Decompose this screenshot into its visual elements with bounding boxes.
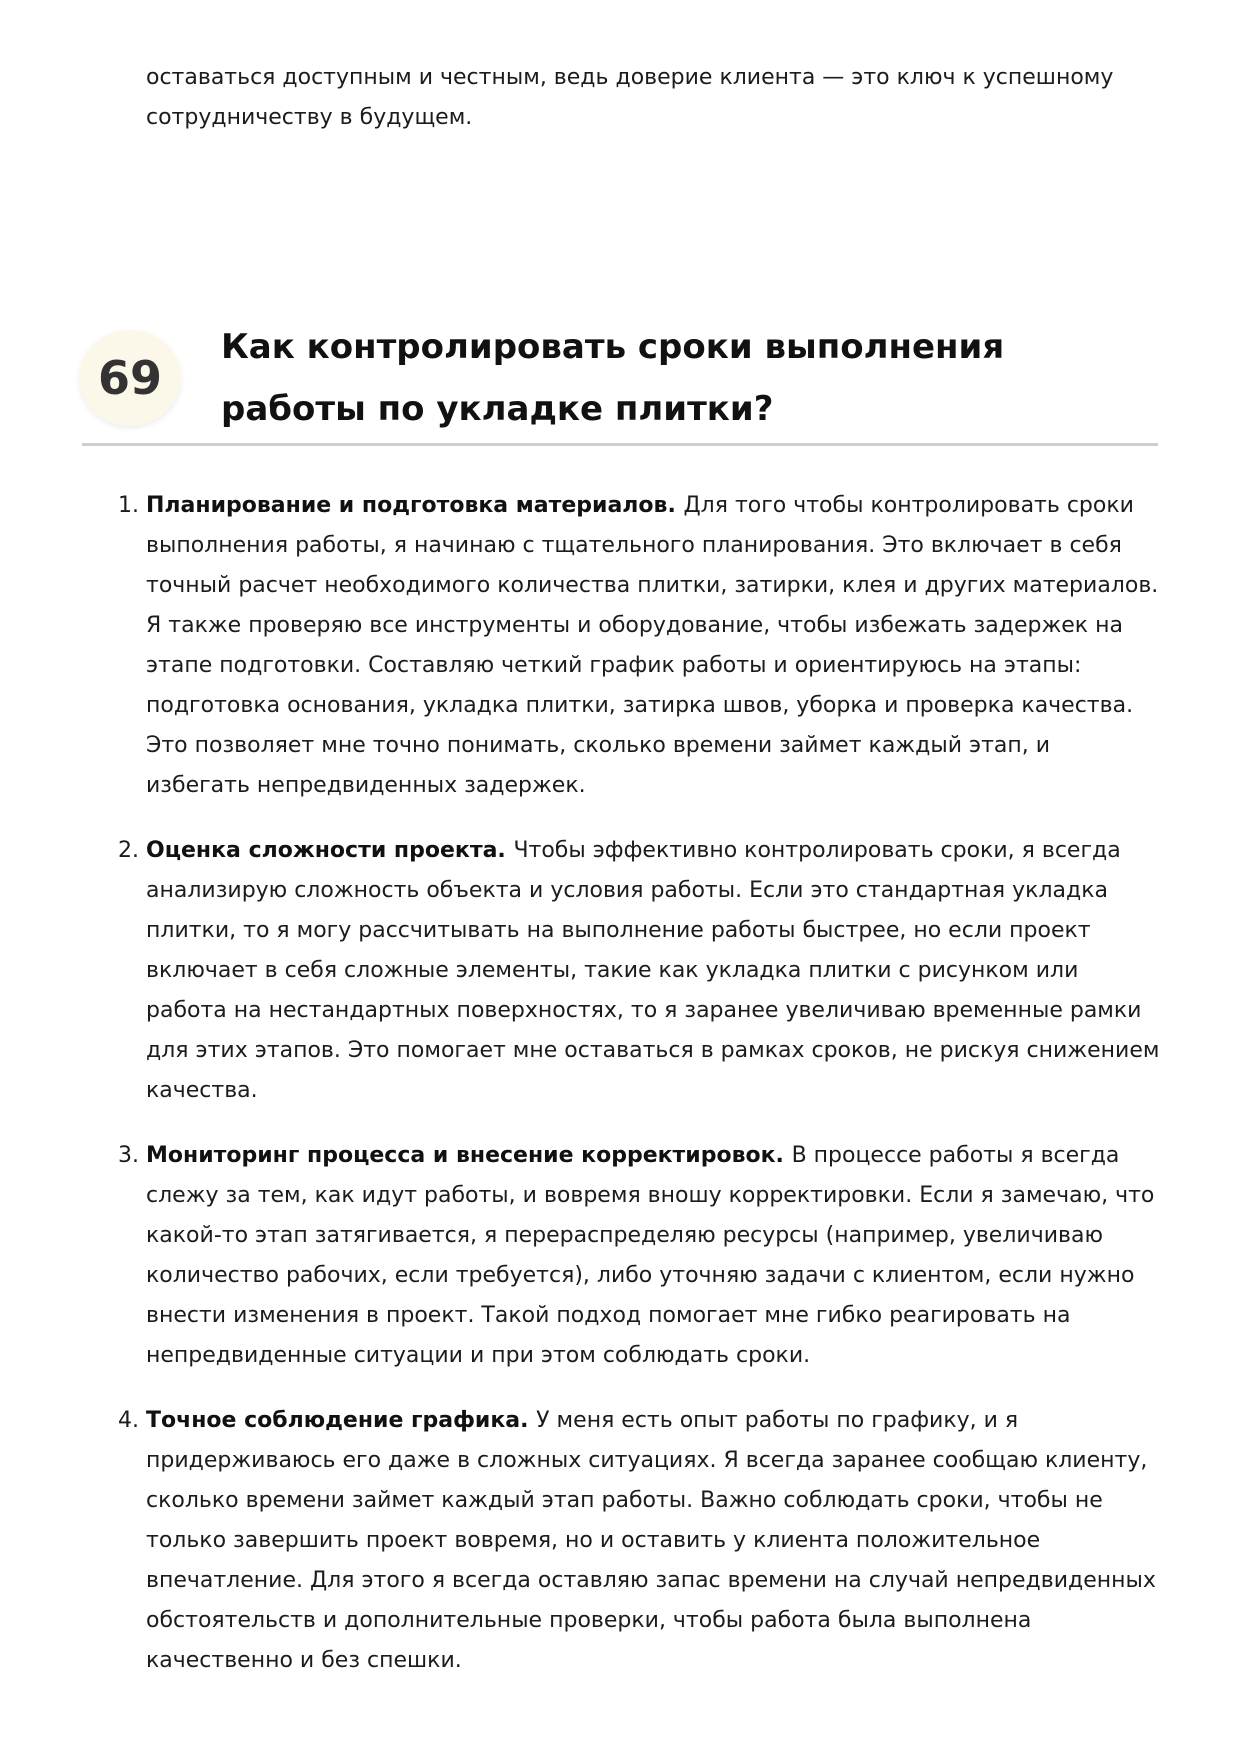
list-item [110, 486, 1160, 806]
item-number: 2. [118, 838, 139, 863]
item-title: Мониторинг процесса и внесение корректировок. [146, 1143, 792, 1168]
item-number: 4. [118, 1408, 139, 1433]
intro-paragraph: оставаться доступным и честным, ведь доверие клиента — это ключ к успешному сотрудничеству в будущем. [146, 65, 1114, 130]
list-item [110, 1401, 1160, 1681]
item-text: Чтобы эффективно контролировать сроки, я всегда анализирую сложность объекта и условия работы. Если это стандартная укладка плитки, то я могу рассчитывать на выполнение работы быстрее, но если проект включает в себя сложные элементы, такие как укладка плитки с рисунком или работа на нестандартных поверхностях, то я заранее увеличиваю временные рамки для этих этапов. Это помогает мне оставаться в рамках сроков, не рискуя снижением качества. [146, 838, 1160, 1103]
item-number: 1. [118, 493, 139, 518]
item-text: Для того чтобы контролировать сроки выполнения работы, я начинаю с тщательного планирования. Это включает в себя точный расчет необходимого количества плитки, затирки, клея и других материалов. Я также проверяю все инструменты и оборудование, чтобы избежать задержек на этапе подготовки. Составляю четкий график работы и ориентируюсь на этапы: подготовка основания, укладка плитки, затирка швов, уборка и проверка качества. Это позволяет мне точно понимать, сколько времени займет каждый этап, и избегать непредвиденных задержек. [146, 493, 1159, 798]
answer-list [110, 486, 1160, 1706]
item-number: 3. [118, 1143, 139, 1168]
list-item [110, 1136, 1160, 1376]
item-title: Планирование и подготовка материалов. [146, 493, 684, 518]
question-heading: Как контролировать сроки выполнения работы по укладке плитки? [221, 327, 1005, 429]
heading-divider [82, 443, 1158, 446]
list-item [110, 831, 1160, 1111]
item-title: Оценка сложности проекта. [146, 838, 514, 863]
item-text: У меня есть опыт работы по графику, и я придерживаюсь его даже в сложных ситуациях. Я всегда заранее сообщаю клиенту, сколько времени займет каждый этап работы. Важно соблюдать сроки, чтобы не только завершить проект вовремя, но и оставить у клиента положительное впечатление. Для этого я всегда оставляю запас времени на случай непредвиденных обстоятельств и дополнительные проверки, чтобы работа была выполнена качественно и без спешки. [146, 1408, 1156, 1673]
item-text: В процессе работы я всегда слежу за тем, как идут работы, и вовремя вношу корректировки. Если я замечаю, что какой-то этап затягивается, я перераспределяю ресурсы (например, увеличиваю количество рабочих, если требуется), либо уточняю задачи с клиентом, если нужно внести изменения в проект. Такой подход помогает мне гибко реагировать на непредвиденные ситуации и при этом соблюдать сроки. [146, 1143, 1155, 1368]
question-number-badge: 69 [79, 330, 181, 426]
item-title: Точное соблюдение графика. [146, 1408, 537, 1433]
